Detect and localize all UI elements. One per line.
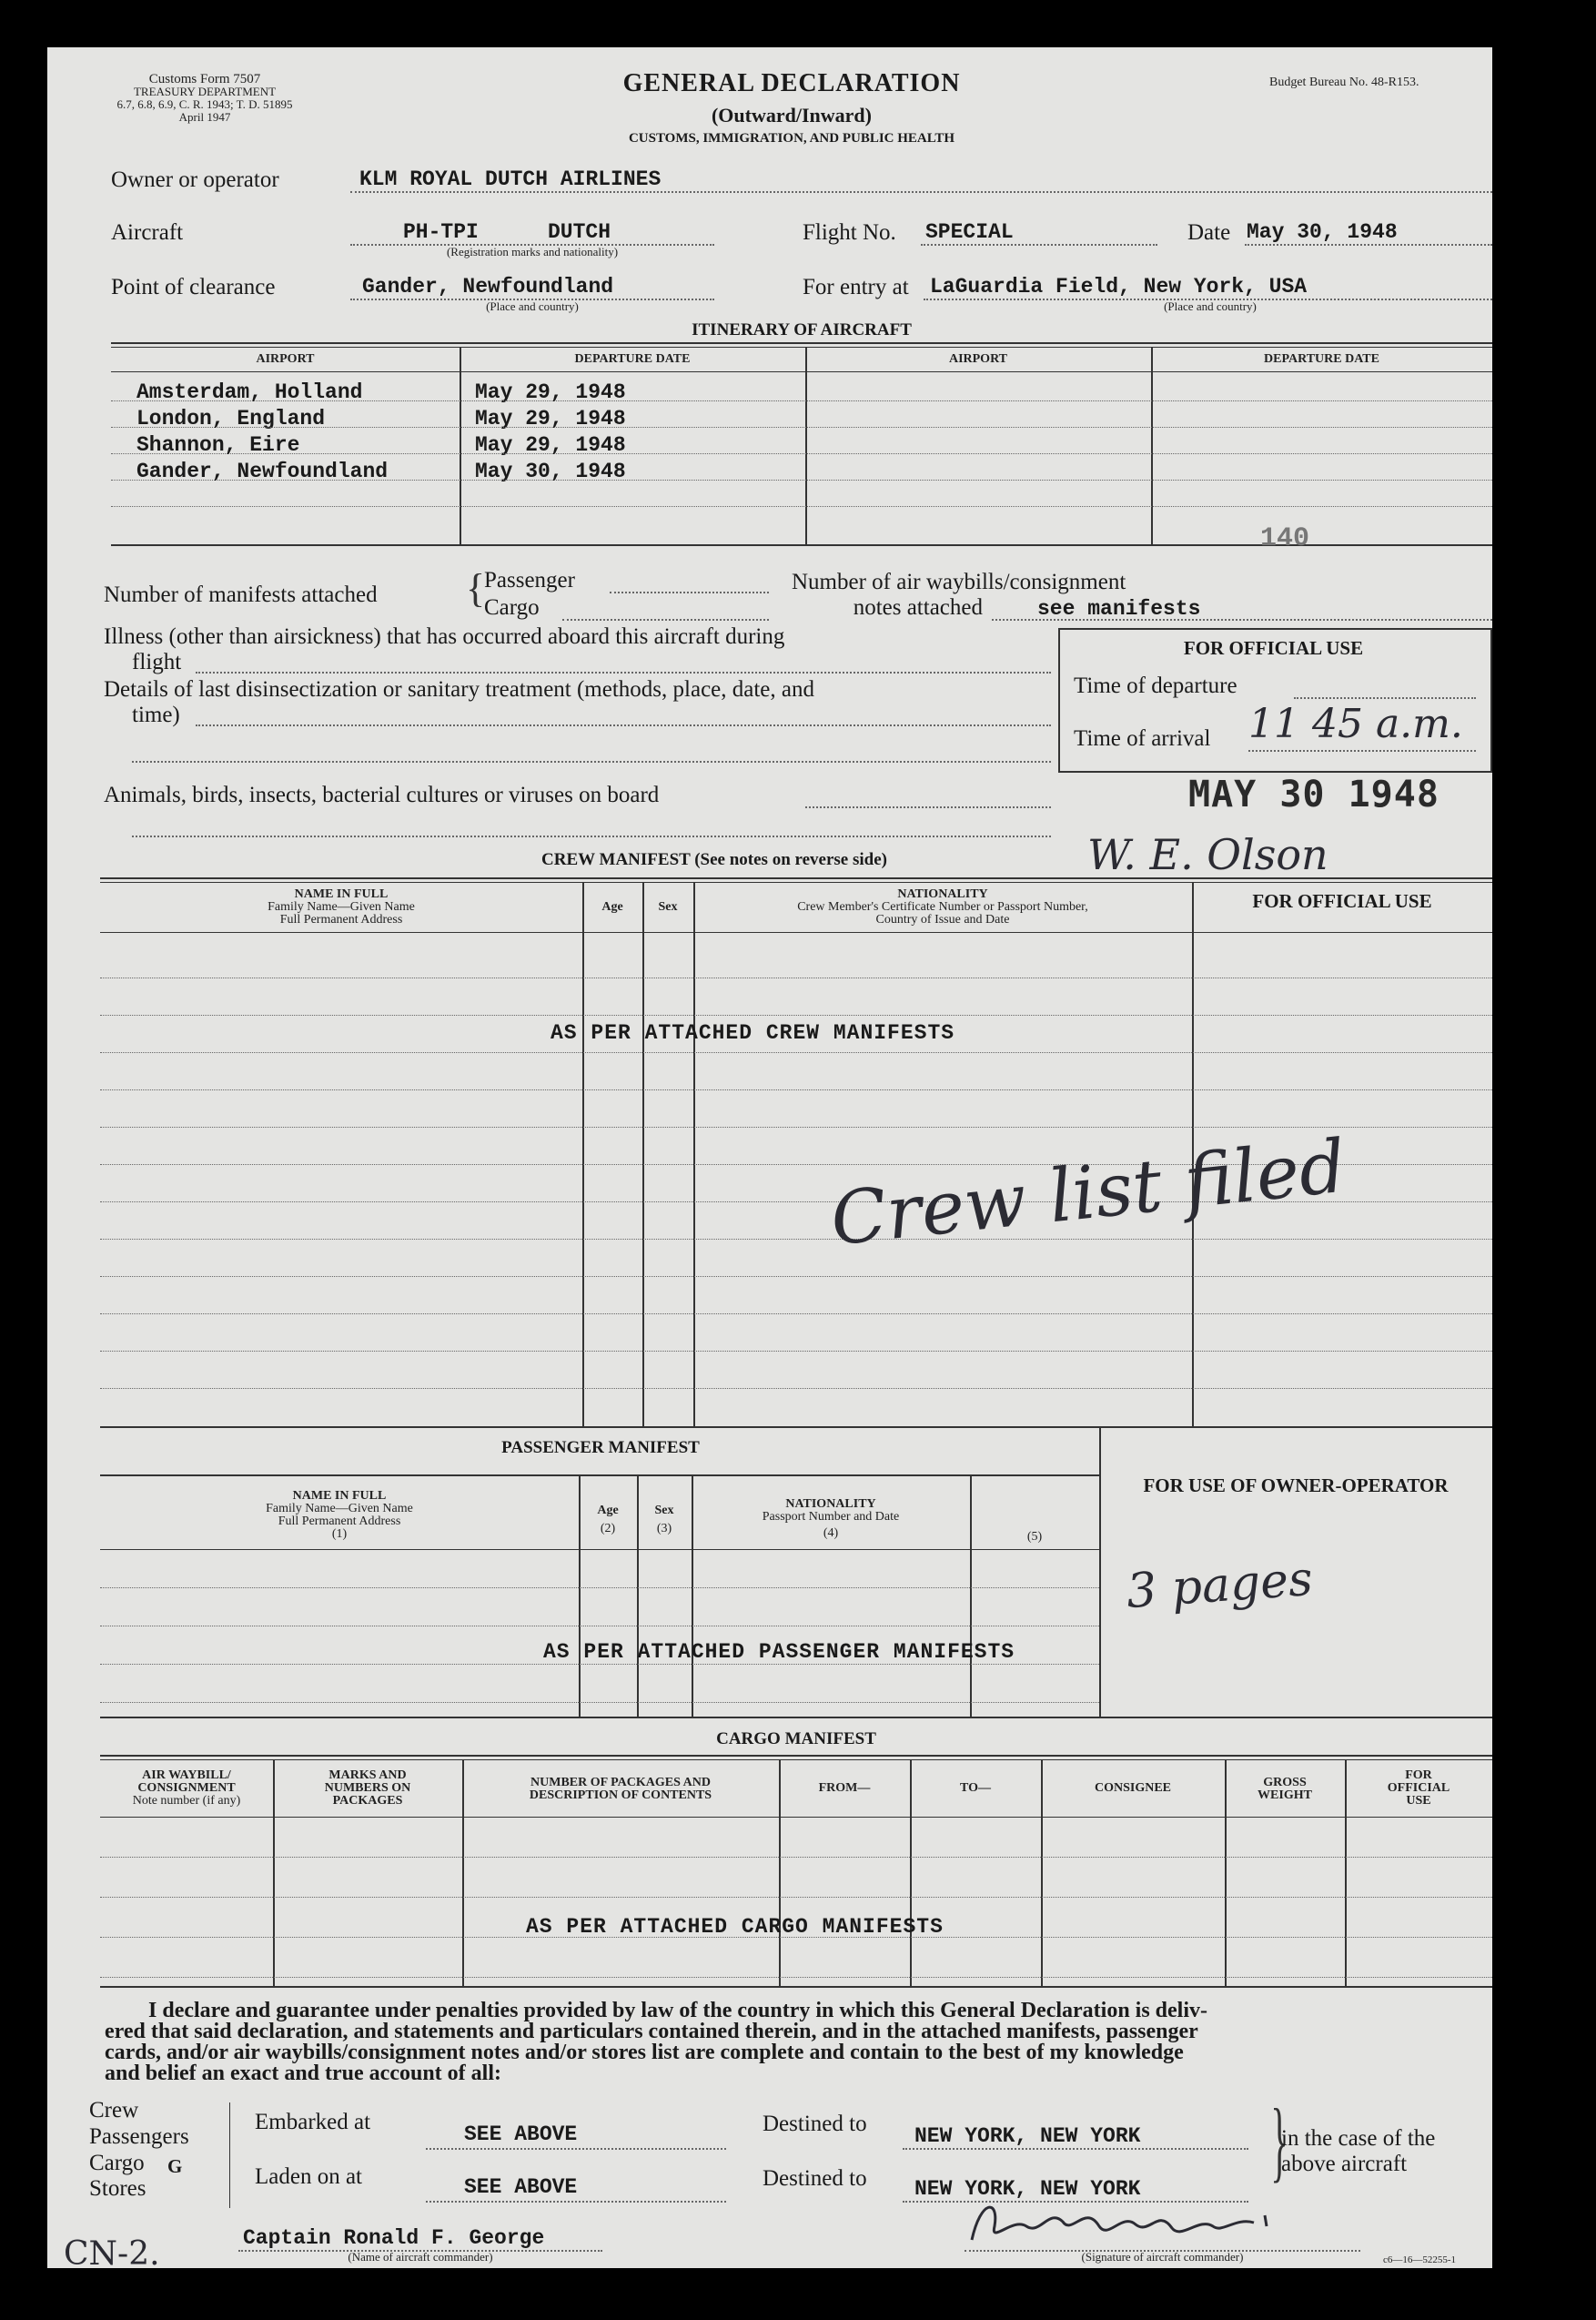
- itinerary-col-departure-2: DEPARTURE DATE: [1264, 352, 1379, 366]
- laden-label: Laden on at: [255, 2164, 363, 2189]
- waybills-label-1: Number of air waybills/consignment: [792, 570, 1126, 594]
- destined-value-2: NEW YORK, NEW YORK: [914, 2177, 1141, 2201]
- itinerary-date: May 29, 1948: [475, 433, 626, 457]
- crew-col-name-3: Full Permanent Address: [279, 913, 403, 927]
- itinerary-airport: Gander, Newfoundland: [136, 460, 389, 483]
- pax-col-num-5: (5): [1026, 1530, 1043, 1544]
- crew-col-nat-1: NATIONALITY: [897, 887, 988, 901]
- passenger-stamp: AS PER ATTACHED PASSENGER MANIFESTS: [543, 1640, 1015, 1664]
- stores-mark: G: [167, 2155, 183, 2177]
- arrival-time-value: 11 45 a.m.: [1248, 701, 1463, 747]
- regulations: 6.7, 6.8, 6.9, C. R. 1943; T. D. 51895: [116, 97, 293, 111]
- flight-value: SPECIAL: [925, 220, 1014, 244]
- itinerary-title: ITINERARY OF AIRCRAFT: [692, 320, 912, 339]
- pax-col-age-label: Age: [597, 1504, 619, 1517]
- form-number: Customs Form 7507: [148, 72, 261, 86]
- crew-col-sex: Sex: [658, 900, 678, 914]
- crew-col-nat-2: Crew Member's Certificate Number or Passport Number,: [797, 900, 1088, 914]
- pax-col-name: [100, 1490, 579, 1541]
- cargo-col-marks-1: MARKS AND: [328, 1768, 407, 1782]
- illness-label-1: Illness (other than airsickness) that has occurred aboard this aircraft during: [104, 624, 785, 649]
- declaration-line-1: I declare and guarantee under penalties provided by law of the country in which this General Declaration is deliv-: [148, 1999, 1208, 2022]
- cargo-col-official-2: OFFICIAL: [1387, 1781, 1450, 1795]
- animals-label: Animals, birds, insects, bacterial cultures or viruses on board: [104, 783, 660, 807]
- cargo-col-marks-3: PACKAGES: [332, 1794, 403, 1808]
- table-row-line: [100, 1089, 1492, 1090]
- signature-caption: (Signature of aircraft commander): [1081, 2250, 1244, 2264]
- margin-note: CN-2.: [64, 2235, 160, 2273]
- official-signature: W. E. Olson: [1087, 830, 1328, 879]
- departure-time-label: Time of departure: [1074, 674, 1237, 698]
- crew-manifest-title: CREW MANIFEST (See notes on reverse side): [541, 850, 887, 869]
- entry-value: LaGuardia Field, New York, USA: [930, 275, 1308, 299]
- itinerary-col-airport-1: AIRPORT: [256, 352, 315, 366]
- cargo-col-consignee: CONSIGNEE: [1094, 1781, 1172, 1795]
- pax-col-name-2: Family Name—Given Name: [266, 1502, 413, 1515]
- declaration-line-3: cards, and/or air waybills/consignment notes and/or stores list are complete and contain to the best of my knowledge: [105, 2041, 1184, 2064]
- itinerary-stamp-number: 140: [1260, 523, 1310, 554]
- itinerary-airport: Amsterdam, Holland: [136, 380, 363, 404]
- itinerary-col-airport-2: AIRPORT: [948, 352, 1008, 366]
- cargo-col-gross-1: GROSS: [1263, 1776, 1307, 1789]
- entry-caption: (Place and country): [1164, 299, 1257, 313]
- pax-col-sex-label: Sex: [654, 1504, 674, 1517]
- table-row-line: [100, 1587, 1099, 1588]
- declaration-line-2: ered that said declaration, and statements and particulars contained therein, and in the attached manifests, passenger: [105, 2020, 1198, 2043]
- destined-value-1: NEW YORK, NEW YORK: [914, 2124, 1141, 2148]
- crew-col-age: Age: [601, 900, 623, 914]
- table-row-line: [100, 1897, 1492, 1898]
- cargo-col-from: FROM—: [818, 1781, 871, 1795]
- declaration-text: [105, 2001, 1488, 2084]
- pages-handwritten-note: 3 pages: [1125, 1551, 1315, 1620]
- owner-label: Owner or operator: [111, 167, 279, 192]
- declaration-brace: }: [1270, 2090, 1288, 2191]
- owner-operator-use: FOR USE OF OWNER-OPERATOR: [1143, 1474, 1449, 1496]
- crew-col-name-1: NAME IN FULL: [294, 887, 389, 901]
- arrival-time-label: Time of arrival: [1074, 726, 1211, 751]
- table-row-line: [100, 1276, 1492, 1277]
- cargo-col-gross-2: WEIGHT: [1258, 1788, 1312, 1802]
- manifests-passenger-label: Passenger: [484, 568, 575, 593]
- aircraft-nationality: DUTCH: [548, 220, 611, 244]
- crew-official-use: FOR OFFICIAL USE: [1252, 890, 1432, 912]
- decl-crew-label: Crew: [89, 2098, 139, 2122]
- laden-value: SEE ABOVE: [464, 2175, 578, 2199]
- embarked-label: Embarked at: [255, 2110, 371, 2134]
- commander-caption: (Name of aircraft commander): [348, 2250, 493, 2264]
- signature-scribble: [963, 2190, 1272, 2254]
- cargo-col-waybill-1: AIR WAYBILL/: [142, 1768, 231, 1782]
- illness-label-2: flight: [132, 650, 182, 674]
- cargo-col-official-3: USE: [1406, 1794, 1431, 1808]
- pax-col-num-4: (4): [823, 1526, 839, 1540]
- page-title: GENERAL DECLARATION: [622, 69, 961, 97]
- crew-col-name: [100, 888, 582, 927]
- crew-col-name-2: Family Name—Given Name: [268, 900, 415, 914]
- cargo-col-waybill-3: Note number (if any): [132, 1794, 241, 1808]
- crew-col-nationality: [693, 888, 1192, 927]
- manifests-cargo-label: Cargo: [484, 595, 540, 620]
- itinerary-date: May 29, 1948: [475, 380, 626, 404]
- crew-stamp: AS PER ATTACHED CREW MANIFESTS: [551, 1021, 955, 1045]
- official-use-title: FOR OFFICIAL USE: [1183, 637, 1364, 659]
- table-row-line: [100, 1313, 1492, 1314]
- decl-stores-label: Stores: [89, 2176, 146, 2201]
- pax-col-num-3: (3): [656, 1522, 672, 1535]
- aircraft-registration: PH-TPI: [403, 220, 479, 244]
- table-row-line: [100, 1388, 1492, 1389]
- aircraft-caption: (Registration marks and nationality): [446, 245, 619, 258]
- declaration-line-4: and belief an exact and true account of all:: [105, 2062, 501, 2085]
- pax-col-nat-1: NATIONALITY: [785, 1497, 876, 1511]
- manifests-brace: {: [466, 566, 486, 611]
- table-row-line: [100, 1664, 1099, 1665]
- pax-col-sex: [637, 1504, 692, 1535]
- pax-col-num-2: (2): [600, 1522, 616, 1535]
- case-label-1: in the case of the: [1281, 2126, 1436, 2151]
- crew-col-nat-3: Country of Issue and Date: [875, 913, 1010, 927]
- aircraft-label: Aircraft: [111, 220, 184, 245]
- clearance-caption: (Place and country): [486, 299, 579, 313]
- page-subtitle: CUSTOMS, IMMIGRATION, AND PUBLIC HEALTH: [628, 131, 955, 146]
- cargo-col-to: TO—: [960, 1781, 991, 1795]
- waybills-value: see manifests: [1037, 597, 1201, 621]
- clearance-value: Gander, Newfoundland: [362, 275, 614, 299]
- pax-col-nationality: [692, 1498, 970, 1540]
- crew-handwritten-note: Crew list filed: [826, 1123, 1350, 1262]
- pax-col-num-1: (1): [331, 1527, 348, 1541]
- date-value: May 30, 1948: [1247, 220, 1398, 244]
- cargo-stamp: AS PER ATTACHED CARGO MANIFESTS: [526, 1915, 944, 1939]
- cargo-manifest-title: CARGO MANIFEST: [716, 1729, 876, 1748]
- decl-passengers-label: Passengers: [89, 2124, 189, 2149]
- table-row-line: [100, 1977, 1492, 1978]
- itinerary-col-departure-1: DEPARTURE DATE: [574, 352, 691, 366]
- department: TREASURY DEPARTMENT: [133, 85, 277, 98]
- clearance-label: Point of clearance: [111, 275, 276, 299]
- table-row-line: [100, 1127, 1492, 1128]
- case-label-2: above aircraft: [1281, 2152, 1408, 2176]
- print-code: c6—16—52255-1: [1383, 2254, 1457, 2265]
- decl-cargo-label: Cargo: [89, 2151, 145, 2175]
- form-date: April 1947: [178, 110, 231, 124]
- cargo-col-waybill: [100, 1769, 273, 1808]
- pax-col-nat-2: Passport Number and Date: [762, 1510, 900, 1524]
- itinerary-airport: London, England: [136, 407, 326, 431]
- table-row-line: [100, 1052, 1492, 1053]
- owner-value: KLM ROYAL DUTCH AIRLINES: [359, 167, 662, 191]
- arrival-date-stamp: MAY 30 1948: [1188, 774, 1439, 816]
- waybills-label-2: notes attached: [853, 595, 983, 620]
- date-label: Date: [1187, 220, 1231, 245]
- table-row-line: [100, 1239, 1492, 1240]
- disinsect-label-2: time): [132, 703, 180, 727]
- cargo-col-waybill-2: CONSIGNMENT: [137, 1781, 236, 1795]
- manifests-label: Number of manifests attached: [104, 583, 378, 607]
- cargo-col-official-1: FOR: [1405, 1768, 1432, 1782]
- flight-label: Flight No.: [803, 220, 896, 245]
- cargo-col-gross: [1225, 1777, 1345, 1802]
- cargo-col-official: [1345, 1769, 1492, 1808]
- table-row-line: [100, 1015, 1492, 1016]
- cargo-col-marks-2: NUMBERS ON: [324, 1781, 411, 1795]
- commander-name: Captain Ronald F. George: [243, 2226, 545, 2250]
- cargo-col-pkgs-1: NUMBER OF PACKAGES AND: [530, 1776, 711, 1789]
- cargo-col-pkgs-2: DESCRIPTION OF CONTENTS: [529, 1788, 712, 1802]
- pax-col-name-1: NAME IN FULL: [292, 1489, 387, 1503]
- form-identification: [100, 73, 309, 124]
- disinsect-label-1: Details of last disinsectization or sanitary treatment (methods, place, date, and: [104, 677, 814, 702]
- destined-label-1: Destined to: [763, 2112, 867, 2136]
- itinerary-date: May 29, 1948: [475, 407, 626, 431]
- pax-col-name-3: Full Permanent Address: [278, 1515, 401, 1528]
- pax-col-age: [579, 1504, 637, 1535]
- destined-label-2: Destined to: [763, 2166, 867, 2191]
- table-row-line: [100, 1702, 1099, 1703]
- itinerary-airport: Shannon, Eire: [136, 433, 300, 457]
- table-row-line: [100, 1351, 1492, 1352]
- cargo-col-packages: [462, 1777, 779, 1802]
- budget-bureau: Budget Bureau No. 48-R153.: [1269, 76, 1419, 89]
- itinerary-date: May 30, 1948: [475, 460, 626, 483]
- table-row-line: [100, 1857, 1492, 1858]
- entry-label: For entry at: [803, 275, 909, 299]
- direction-line: (Outward/Inward): [711, 104, 872, 127]
- passenger-manifest-title: PASSENGER MANIFEST: [501, 1438, 700, 1457]
- cargo-col-marks: [273, 1769, 462, 1808]
- embarked-value: SEE ABOVE: [464, 2122, 578, 2146]
